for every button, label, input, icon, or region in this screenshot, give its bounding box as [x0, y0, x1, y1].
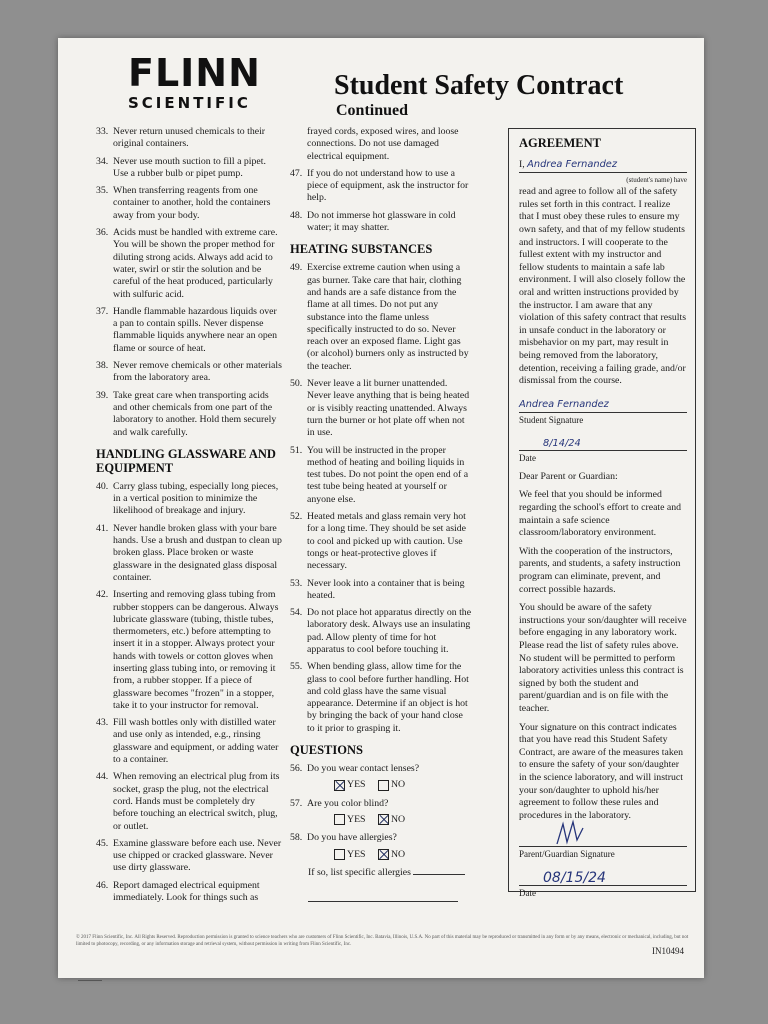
- rule-item: 44. When removing an electrical plug from its socket, grasp the plug, not the electrical cord. Hands must be completely dry before touching an electrical switch, plug, or outlet.: [96, 771, 280, 832]
- student-name-line[interactable]: [519, 156, 687, 173]
- parent-signature-scribble: [553, 818, 593, 848]
- allergies-prompt: If so, list specific allergies: [290, 867, 472, 879]
- rule-item: 41. Never handle broken glass with your bare hands. Use a brush and dustpan to clean up broken glass. Place broken or waste glassware in the designated glass disposal container.: [96, 522, 282, 583]
- rule-item: 34. Never use mouth suction to fill a pipet. Use a rubber bulb or pipet pump.: [96, 155, 266, 179]
- parent-paragraph-4: Your signature on this contract indicates that you have read this Student Safety Contract, are aware of the measures taken to ensure the safety of your son/daughter in the science laboratory, and will instruct your son/daughter to uphold his/her agreement to follow these rules and procedures in the laboratory.: [519, 721, 684, 821]
- document-code: IN10494: [652, 946, 684, 956]
- rule-item: 36. Acids must be handled with extreme care. You will be shown the proper method for diluting strong acids. Always add acid to water, swirl or stir the solution and be careful of the heat produced, particularly with sulfuric acid.: [96, 227, 278, 300]
- logo-main: FLINN: [128, 51, 261, 95]
- student-signature: Andrea Fernandez: [519, 399, 609, 411]
- rule-item: 42. Inserting and removing glass tubing from rubber stoppers can be dangerous. Always lubricate glassware (tubing, thistle tubes, thermometers, etc.) before attempting to insert it in a stopper. Always protect your hands with towels or cotton gloves when inserting glass tubing into, or removing it from, a rubber stopper. If a piece of glassware becomes "frozen" in a stopper, take it to your instructor for removal.: [96, 589, 279, 711]
- flinn-logo: [128, 51, 308, 112]
- rule-item: 37. Handle flammable hazardous liquids over a pan to contain spills. Never dispense flammable liquids anywhere near an open flame or source of heat.: [96, 305, 278, 354]
- rule-continuation: frayed cords, exposed wires, and loose connections. Do not use damaged electrical equipment.: [307, 126, 459, 162]
- parent-paragraph-1: We feel that you should be informed regarding the school's effort to create and maintain a safe science classroom/laboratory environment.: [519, 489, 682, 539]
- checkbox-no-57[interactable]: [378, 814, 389, 825]
- checkbox-no-56[interactable]: [378, 780, 389, 791]
- parent-date-label: Date: [519, 887, 536, 898]
- rule-item: 33. Never return unused chemicals to their original containers.: [96, 126, 266, 150]
- page-title: Student Safety Contract: [334, 70, 624, 101]
- section-heading-glassware: HANDLING GLASSWARE AND EQUIPMENT: [96, 446, 276, 475]
- agreement-title: AGREEMENT: [519, 136, 601, 150]
- checkbox-no-58[interactable]: [378, 849, 389, 860]
- bottom-rule: [78, 980, 102, 981]
- student-date-label: Date: [519, 453, 536, 464]
- rule-item: 55. When bending glass, allow time for the glass to cool before further handling. Hot and cold glass have the same visual appearance. Determine if an object is hot by bringing the back of your hand close to it prior to grasping it.: [290, 661, 469, 734]
- rule-item: 43. Fill wash bottles only with distilled water and use only as intended, e.g., rinsing glassware and equipment, or adding water to a container.: [96, 717, 279, 766]
- question-allergies: 58. Do you have allergies?: [290, 832, 397, 844]
- parent-paragraph-3: You should be aware of the safety instructions your son/daughter will receive before engaging in any laboratory work. Please read the list of safety rules above. No student will be permitted to perform laboratory activities unless this contract is signed by both the student and parent/guardian and is on file with the teacher.: [519, 602, 687, 714]
- student-signature-line[interactable]: [519, 396, 687, 413]
- student-date: 8/14/24: [543, 437, 581, 449]
- allergies-blank[interactable]: [413, 874, 465, 875]
- parent-signature-label: Parent/Guardian Signature: [519, 849, 615, 860]
- page-subtitle: Continued: [336, 102, 409, 119]
- answer-options-57: YES NO: [334, 814, 472, 826]
- agreement-box: [508, 128, 696, 898]
- rule-item: 48. Do not immerse hot glassware in cold water; it may shatter.: [290, 209, 456, 234]
- parent-signature-line[interactable]: [519, 830, 687, 847]
- student-signature-label: Student Signature: [519, 414, 584, 425]
- parent-paragraph-2: With the cooperation of the instructors, parents, and students, a safety instruction program can eliminate, prevent, and correct possible hazards.: [519, 545, 681, 595]
- rule-item: 53. Never look into a container that is being heated.: [290, 577, 465, 601]
- rule-item: 49. Exercise extreme caution when using a gas burner. Take care that hair, clothing and hands are a safe distance from the flame at all times. Do not put any substance into the flame unless specifically instructed to do so. Never reach over an exposed flame. Light gas (or alcohol) burners only as instructed by the teacher.: [290, 262, 469, 372]
- question-contact-lenses: 56. Do you wear contact lenses?: [290, 763, 420, 775]
- rule-item: 45. Examine glassware before each use. Never use chipped or cracked glassware. Never use dirty glassware.: [96, 837, 282, 874]
- rule-item: 54. Do not place hot apparatus directly on the laboratory desk. Always use an insulating pad. Allow plenty of time for hot apparatus to cool before touching it.: [290, 607, 472, 655]
- rule-item: 38. Never remove chemicals or other materials from the laboratory area.: [96, 360, 282, 384]
- question-color-blind: 57. Are you color blind?: [290, 797, 389, 809]
- legal-footer: © 2017 Flinn Scientific, Inc. All Rights Reserved. Reproduction permission is granted to science teachers who are customers of Flinn Scientific, Inc. Batavia, Illinois, U.S.A. No part of this material may be reproduced or transmitted in any form or by any means, electronic or mechanical, including, but not limited to photocopy, recording, or any information storage and retrieval system, without permission in writing from Flinn Scientific, Inc.: [76, 935, 689, 947]
- rule-item: 51. You will be instructed in the proper method of heating and boiling liquids in test tubes. Do not point the open end of a test tube being heated at yourself or anyone else.: [290, 444, 469, 505]
- student-name-handwritten: Andrea Fernandez: [527, 159, 617, 170]
- parent-date: 08/15/24: [543, 870, 606, 887]
- name-prefix: I,: [519, 159, 525, 170]
- name-note: (student's name) have: [626, 175, 687, 184]
- dear-parent: Dear Parent or Guardian:: [519, 470, 618, 482]
- answer-options-58: YES NO: [334, 849, 472, 861]
- parent-date-line[interactable]: [519, 869, 687, 886]
- rule-item: 35. When transferring reagents from one container to another, hold the containers away from your body.: [96, 185, 271, 221]
- checkbox-yes-58[interactable]: [334, 849, 345, 860]
- rule-item: 52. Heated metals and glass remain very hot for a long time. They should be set aside to cool and picked up with caution. Use tongs or heat-protective gloves if necessary.: [290, 511, 466, 572]
- section-heading-questions: QUESTIONS: [290, 743, 363, 758]
- answer-options-56: YES NO: [334, 779, 472, 791]
- rules-column-2: [290, 126, 472, 902]
- rule-item: 40. Carry glass tubing, especially long pieces, in a vertical position to minimize the likelihood of breakage and injury.: [96, 480, 279, 517]
- checkbox-yes-57[interactable]: [334, 814, 345, 825]
- rule-item: 47. If you do not understand how to use a piece of equipment, ask the instructor for help.: [290, 167, 469, 204]
- rule-item: 50. Never leave a lit burner unattended. Never leave anything that is being heated or is visibly reacting unattended. Always turn the burner or hot plate off when not in use.: [290, 378, 470, 439]
- rule-item: 46. Report damaged electrical equipment immediately. Look for things such as: [96, 879, 260, 904]
- section-heading-heating: HEATING SUBSTANCES: [290, 242, 433, 257]
- allergies-blank-line[interactable]: [308, 901, 458, 902]
- checkbox-yes-56[interactable]: [334, 780, 345, 791]
- logo-sub: SCIENTIFIC: [128, 94, 251, 112]
- agreement-body: read and agree to follow all of the safety rules set forth in this contract. I realize that I must obey these rules to ensure my own safety, and that of my fellow students and instructors. I will cooperate to the fullest extent with my instructor and fellow students to maintain a safe lab environment. I will also closely follow the oral and written instructions provided by the instructor. I am aware that any violation of this safety contract that results in unsafe conduct in the laboratory or misbehavior on my part, may result in being removed from the laboratory, detention, receiving a failing grade, and/or dismissal from the course.: [519, 186, 687, 387]
- rule-item: 39. Take great care when transporting acids and other chemicals from one part of the laboratory to another. Hold them securely and walk carefully.: [96, 389, 277, 438]
- rules-column-1: [96, 126, 282, 909]
- student-date-line[interactable]: [519, 434, 687, 451]
